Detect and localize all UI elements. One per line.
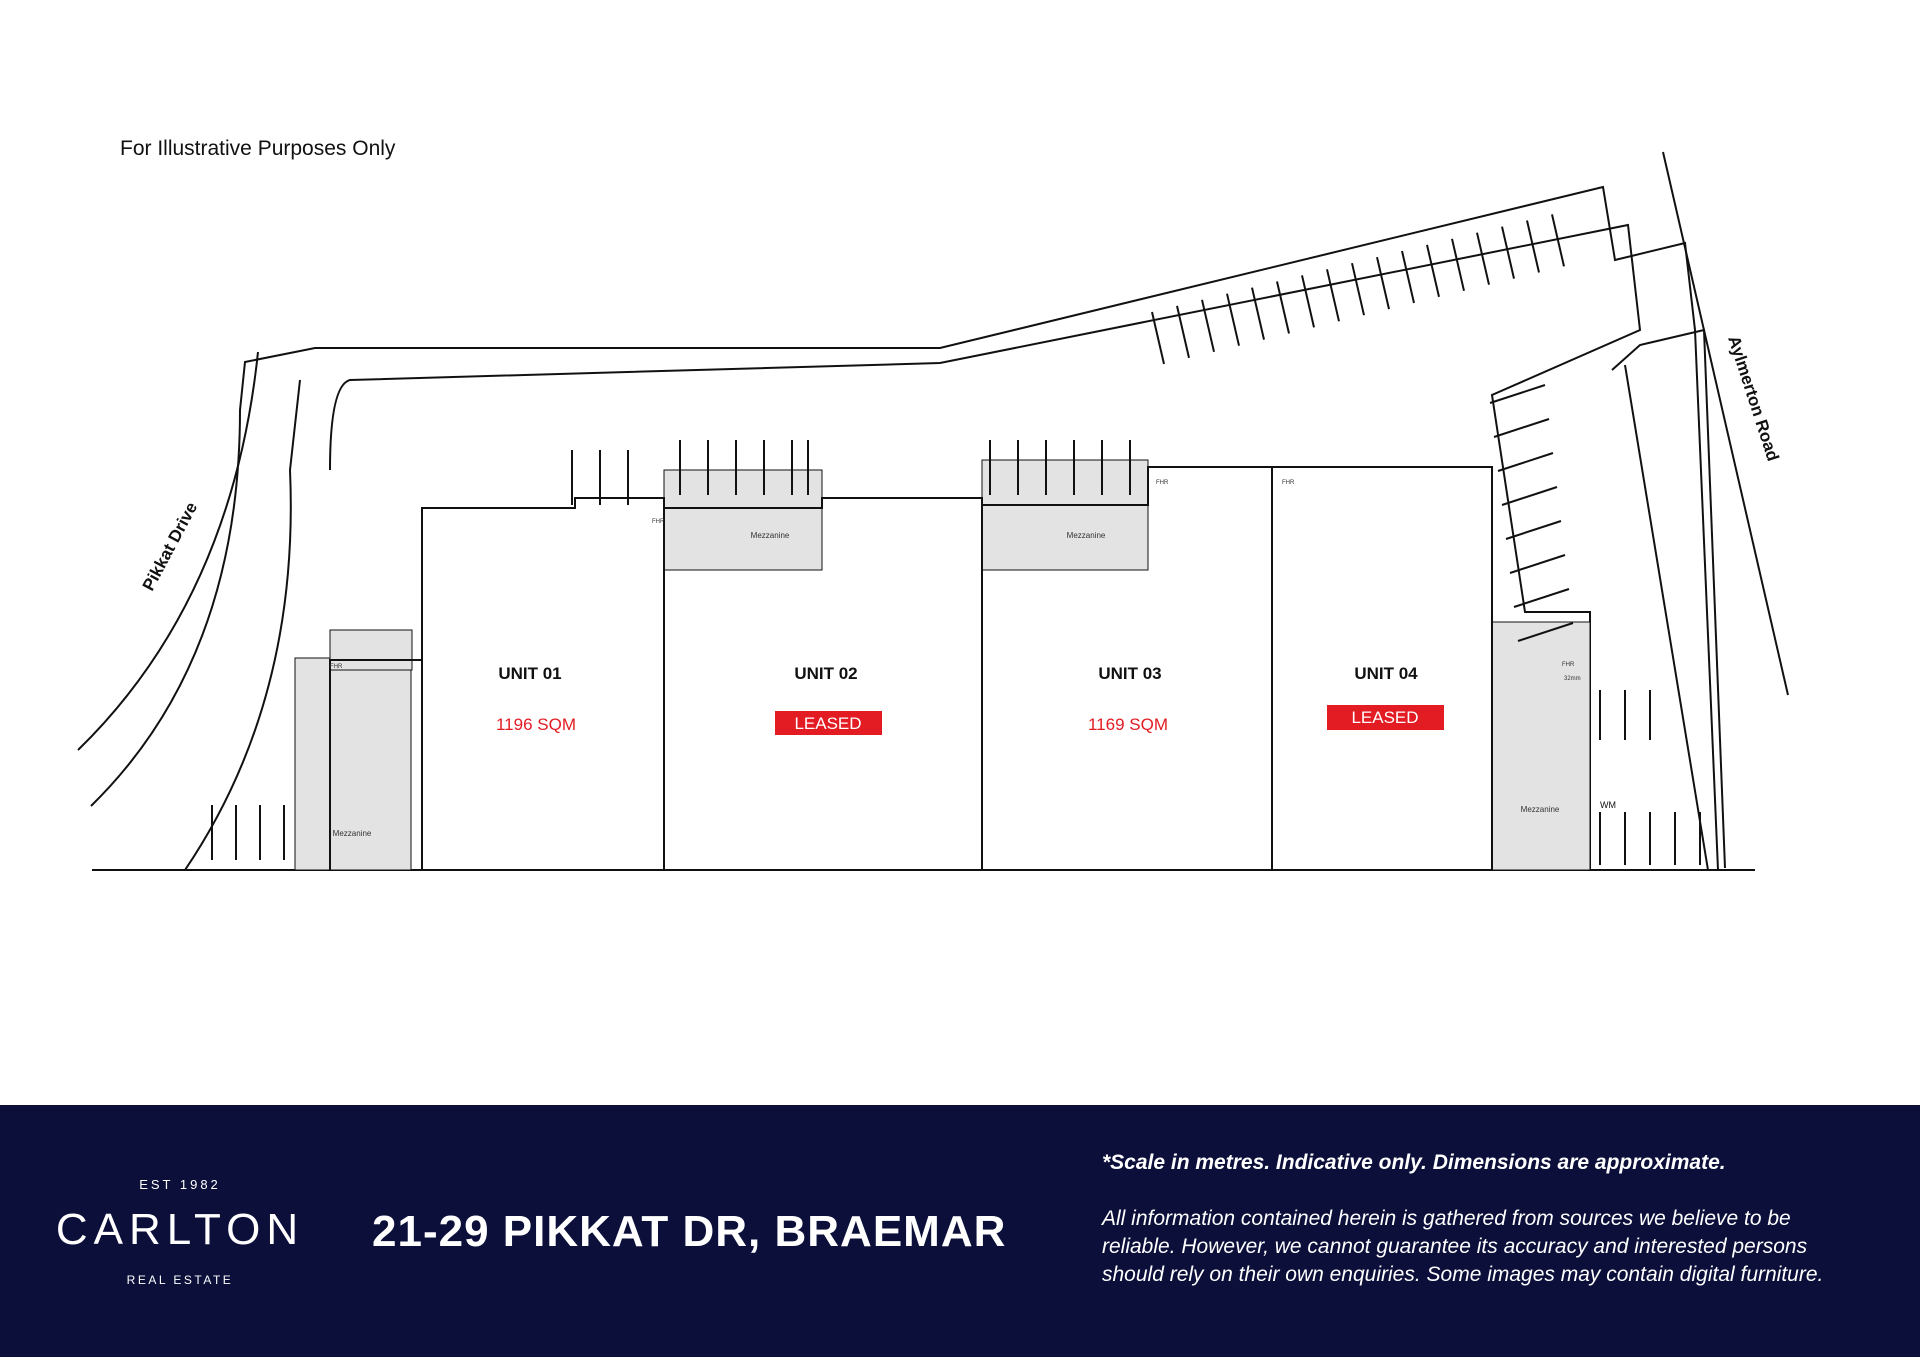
brand-subtitle: REAL ESTATE — [126, 1273, 234, 1287]
brand-logo: CARLTON — [55, 1205, 305, 1254]
parking-bay-line — [1277, 282, 1289, 334]
unit-03-name: UNIT 03 — [1098, 664, 1162, 683]
aylmerton-road-line-2 — [1612, 330, 1725, 868]
parking-bay-line — [1302, 275, 1314, 327]
unit-04-name: UNIT 04 — [1354, 664, 1418, 683]
unit-03-area: 1169 SQM — [1087, 715, 1169, 734]
parking-bay-line — [1227, 294, 1239, 346]
unit-02-name: UNIT 02 — [794, 664, 858, 683]
brand-established: EST 1982 — [139, 1177, 221, 1192]
parking-bay-line — [1352, 263, 1364, 315]
pikkat-road-line-2 — [185, 380, 300, 870]
unit03-office — [982, 460, 1148, 570]
wm-label: WM — [1600, 800, 1616, 810]
unit-01-area: 1196 SQM — [495, 715, 577, 734]
parking-bay-line — [1252, 288, 1264, 340]
parking-bay-line — [1494, 419, 1549, 437]
parking-bay-line — [1452, 239, 1464, 291]
fhr-label-4: FHR — [330, 664, 343, 670]
parking-bay-line — [1477, 233, 1489, 285]
parking-bay-line — [1506, 521, 1561, 539]
parking-bay-line — [1502, 487, 1557, 505]
building-outline — [422, 467, 1492, 870]
parking-bay-line — [1377, 257, 1389, 309]
disclaimer-line-3: should rely on their own enquiries. Some images may contain digital furniture. — [1102, 1263, 1824, 1286]
property-address: 21-29 PIKKAT DR, BRAEMAR — [372, 1207, 1007, 1256]
fhr-label-1: FHR — [652, 519, 665, 525]
mezzanine-label-unit01: Mezzanine — [332, 829, 372, 838]
illustrative-notice: For Illustrative Purposes Only — [120, 137, 396, 160]
parking-bay-line — [1502, 227, 1514, 279]
parking-bay-line — [1402, 251, 1414, 303]
unit01-office — [295, 658, 411, 870]
mezzanine-label-unit02: Mezzanine — [750, 531, 790, 540]
parking-bay-line — [1427, 245, 1439, 297]
aylmerton-road-label: Aylmerton Road — [1724, 333, 1783, 464]
pikkat-drive-label: Pikkat Drive — [138, 499, 202, 594]
unit02-office — [664, 470, 822, 570]
parking-bay-line — [1527, 221, 1539, 273]
parking-bay-line — [1498, 453, 1553, 471]
fhr-label-2: FHR — [1156, 480, 1169, 486]
unit04-office — [1492, 622, 1590, 870]
unit-02-status: LEASED — [794, 714, 862, 733]
parking-bay-line — [1327, 269, 1339, 321]
footer-bar — [0, 1105, 1920, 1357]
fhr-label-3: FHR — [1282, 480, 1295, 486]
dimension-label: 32mm — [1564, 676, 1581, 682]
aylmerton-road-line-3 — [1625, 365, 1708, 870]
mezzanine-label-unit03: Mezzanine — [1066, 531, 1106, 540]
parking-bay-line — [1490, 385, 1545, 403]
disclaimer-line-2: reliable. However, we cannot guarantee its accuracy and interested persons — [1102, 1235, 1808, 1258]
unit-04-status: LEASED — [1351, 708, 1419, 727]
unit-01-name: UNIT 01 — [498, 664, 562, 683]
disclaimer-line-1: All information contained herein is gathered from sources we believe to be — [1102, 1207, 1791, 1230]
fhr-label-5: FHR — [1562, 662, 1575, 668]
mezzanine-label-unit04: Mezzanine — [1520, 805, 1560, 814]
scale-note: *Scale in metres. Indicative only. Dimensions are approximate. — [1102, 1151, 1726, 1174]
disclaimer — [1102, 1205, 1902, 1289]
